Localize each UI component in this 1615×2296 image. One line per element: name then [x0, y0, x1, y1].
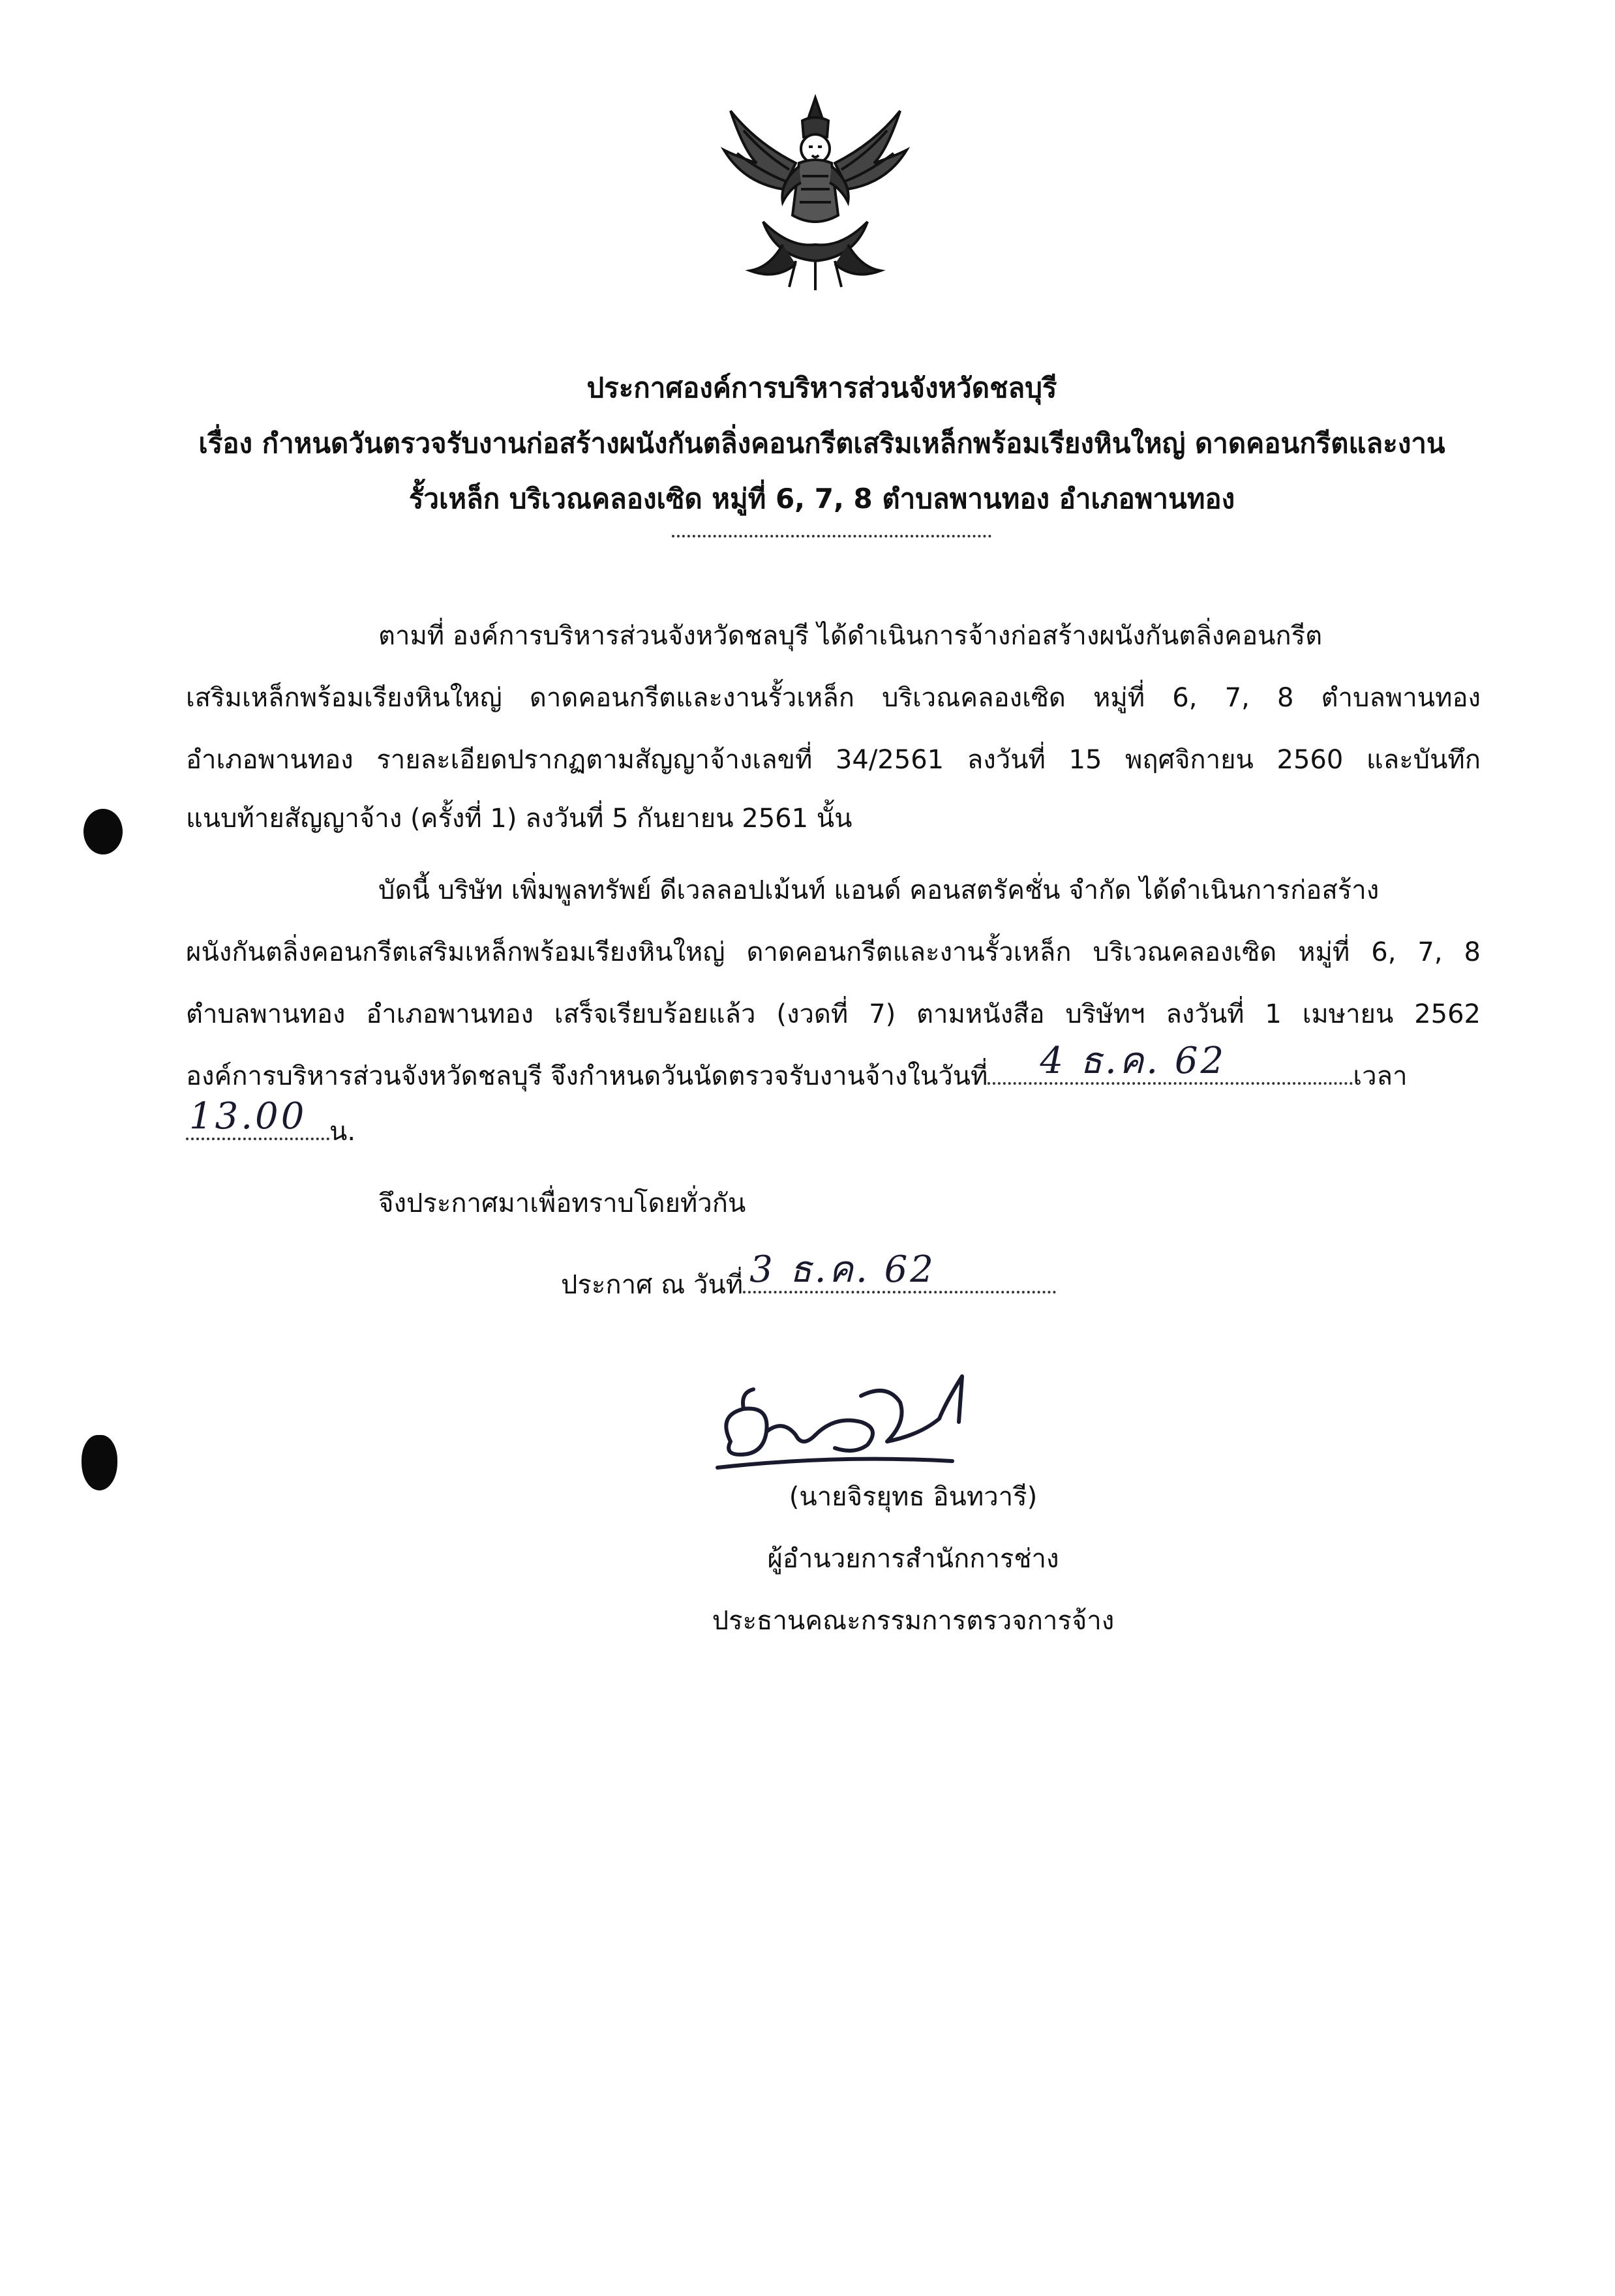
paragraph-2-line-2: ผนังกันตลิ่งคอนกรีตเสริมเหล็กพร้อมเรียงหินใหญ่ ดาดคอนกรีตและงานรั้วเหล็ก บริเวณคลองเซิด หมู่ที่ 6, 7, 8 — [186, 937, 1481, 967]
punch-hole-mark-bottom — [82, 1435, 117, 1490]
appointment-time-handwritten: 13.00 — [189, 1095, 307, 1138]
punch-hole-mark-top — [83, 809, 123, 854]
time-unit: น. — [329, 1117, 356, 1147]
appointment-date-handwritten: 4 ธ.ค. 62 — [1040, 1040, 1227, 1082]
announce-date-handwritten: 3 ธ.ค. 62 — [749, 1248, 936, 1291]
announce-date-line — [561, 1248, 1056, 1305]
subject-line-1: เรื่อง กำหนดวันตรวจรับงานก่อสร้างผนังกันตลิ่งคอนกรีตเสริมเหล็กพร้อมเรียงหินใหญ่ ดาดคอนกรีตและงาน — [198, 427, 1445, 459]
paragraph-1-line-2: เสริมเหล็กพร้อมเรียงหินใหญ่ ดาดคอนกรีตและงานรั้วเหล็ก บริเวณคลองเซิด หมู่ที่ 6, 7, 8 ตำบลพานทอง — [186, 683, 1481, 713]
time-line — [186, 1095, 356, 1151]
appointment-prefix: องค์การบริหารส่วนจังหวัดชลบุรี จึงกำหนดวันนัดตรวจรับงานจ้างในวันที่ — [186, 1061, 988, 1091]
paragraph-2-line-3: ตำบลพานทอง อำเภอพานทอง เสร็จเรียบร้อยแล้ว (งวดที่ 7) ตามหนังสือ บริษัทฯ ลงวันที่ 1 เมษายน 2562 — [186, 999, 1481, 1029]
appointment-time-field — [186, 1095, 329, 1140]
announce-line: จึงประกาศมาเพื่อทราบโดยทั่วกัน — [378, 1188, 746, 1218]
paragraph-1-line-1: ตามที่ องค์การบริหารส่วนจังหวัดชลบุรี ได้ดำเนินการจ้างก่อสร้างผนังกันตลิ่งคอนกรีต — [378, 621, 1323, 651]
handwritten-signature — [704, 1357, 991, 1487]
garuda-emblem-icon — [717, 91, 913, 294]
signatory-name: (นายจิรยุทธ อินทวารี) — [789, 1482, 1038, 1512]
appointment-date-field — [988, 1040, 1353, 1085]
signatory-position-1: ผู้อำนวยการสำนักการช่าง — [767, 1544, 1059, 1574]
time-label: เวลา — [1353, 1061, 1408, 1091]
paragraph-1-line-4: แนบท้ายสัญญาจ้าง (ครั้งที่ 1) ลงวันที่ 5 กันยายน 2561 นั้น — [186, 804, 853, 834]
paragraph-1-line-3: อำเภอพานทอง รายละเอียดปรากฏตามสัญญาจ้างเลขที่ 34/2561 ลงวันที่ 15 พฤศจิกายน 2560 และบันทึก — [186, 745, 1481, 775]
signatory-position-2: ประธานคณะกรรมการตรวจการจ้าง — [712, 1606, 1115, 1636]
announcement-title: ประกาศองค์การบริหารส่วนจังหวัดชลบุรี — [586, 372, 1057, 404]
dotted-separator — [672, 535, 991, 537]
subject-line-2: รั้วเหล็ก บริเวณคลองเซิด หมู่ที่ 6, 7, 8 ตำบลพานทอง อำเภอพานทอง — [408, 483, 1235, 515]
paragraph-2-line-1: บัดนี้ บริษัท เพิ่มพูลทรัพย์ ดีเวลลอปเม้นท์ แอนด์ คอนสตรัคชั่น จำกัด ได้ดำเนินการก่อสร้าง — [378, 875, 1380, 905]
announce-at-label: ประกาศ ณ วันที่ — [561, 1270, 744, 1300]
appointment-line — [186, 1040, 1408, 1096]
announce-date-field — [743, 1248, 1056, 1293]
